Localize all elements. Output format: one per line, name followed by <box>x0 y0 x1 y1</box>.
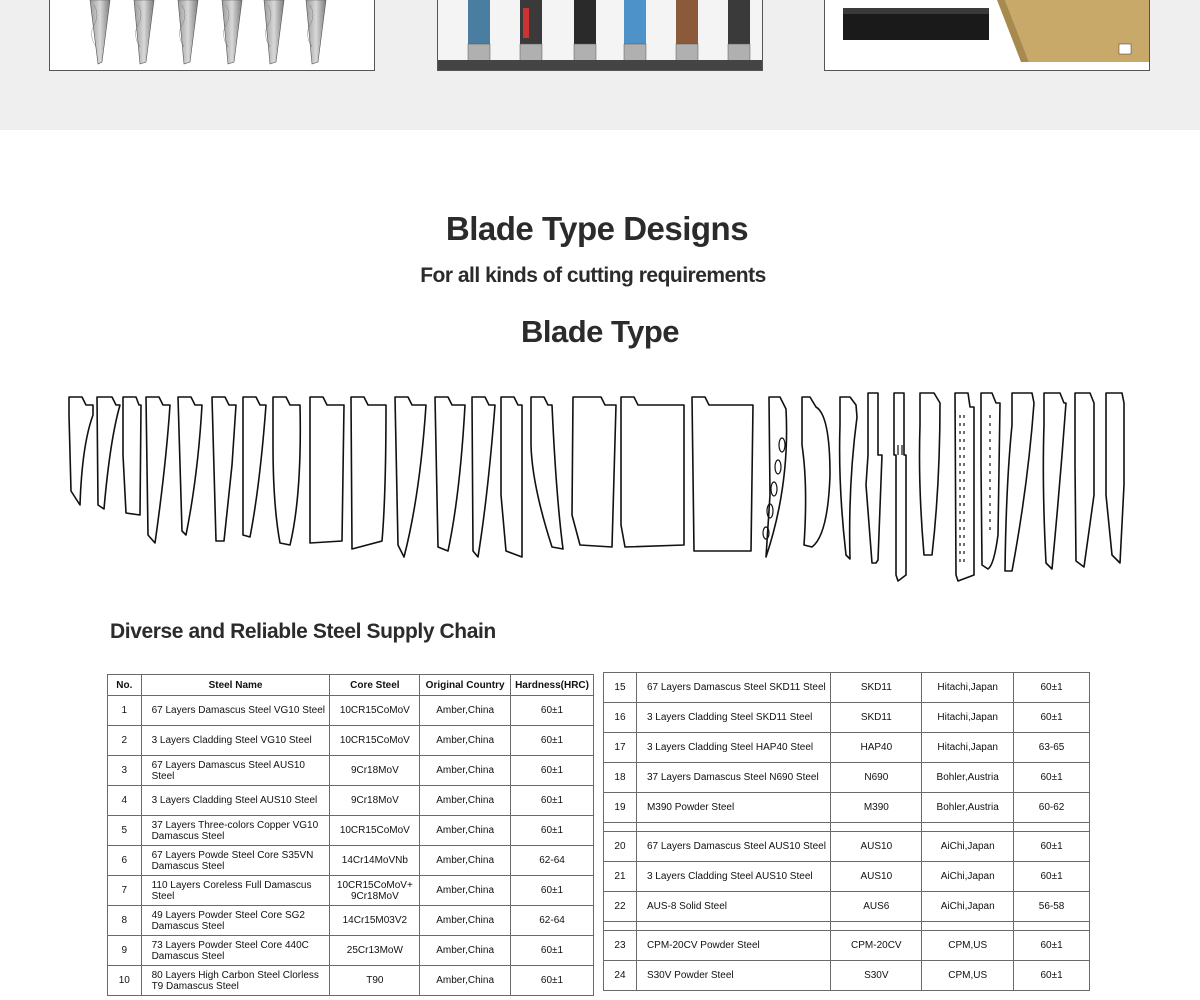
cell-hardness: 60±1 <box>1014 832 1090 862</box>
cell-steel-name: 67 Layers Damascus Steel AUS10 Steel <box>141 756 330 786</box>
cell-core-steel: 10CR15CoMoV <box>330 726 420 756</box>
spacer-cell <box>636 922 830 931</box>
cell-steel-name: 3 Layers Cladding Steel HAP40 Steel <box>636 733 830 763</box>
cell-country: AiChi,Japan <box>922 892 1014 922</box>
cell-no: 18 <box>604 763 637 793</box>
table-row <box>604 763 1090 793</box>
cell-steel-name: 67 Layers Damascus Steel VG10 Steel <box>141 696 330 726</box>
table-row <box>604 892 1090 922</box>
spacer-cell <box>922 922 1014 931</box>
table-row <box>108 876 594 906</box>
cell-steel-name: 37 Layers Damascus Steel N690 Steel <box>636 763 830 793</box>
header-original-country: Original Country <box>420 675 511 696</box>
cell-core-steel: CPM-20CV <box>831 931 922 961</box>
spacer-cell <box>831 922 922 931</box>
spacer-cell <box>831 823 922 832</box>
cell-steel-name: 3 Layers Cladding Steel AUS10 Steel <box>636 862 830 892</box>
cell-hardness: 60±1 <box>511 726 594 756</box>
table-row <box>108 816 594 846</box>
spacer-cell <box>604 823 637 832</box>
cell-no: 16 <box>604 703 637 733</box>
table-row <box>604 673 1090 703</box>
cell-no: 17 <box>604 733 637 763</box>
table-row <box>604 703 1090 733</box>
cell-steel-name: 67 Layers Powde Steel Core S35VN Damascus Steel <box>141 846 330 876</box>
cell-core-steel: 10CR15CoMoV <box>330 696 420 726</box>
cell-country: Hitachi,Japan <box>922 673 1014 703</box>
table-spacer-row <box>604 922 1090 931</box>
cell-hardness: 60±1 <box>1014 931 1090 961</box>
cell-hardness: 60-62 <box>1014 793 1090 823</box>
cell-steel-name: 3 Layers Cladding Steel AUS10 Steel <box>141 786 330 816</box>
cell-steel-name: 3 Layers Cladding Steel VG10 Steel <box>141 726 330 756</box>
cell-hardness: 62-64 <box>511 846 594 876</box>
cell-no: 7 <box>108 876 142 906</box>
cell-country: Amber,China <box>420 936 511 966</box>
cell-core-steel: 10CR15CoMoV+ 9Cr18MoV <box>330 876 420 906</box>
cell-hardness: 60±1 <box>1014 862 1090 892</box>
cell-core-steel: M390 <box>831 793 922 823</box>
cell-steel-name: AUS-8 Solid Steel <box>636 892 830 922</box>
table-row <box>108 966 594 996</box>
spacer-cell <box>1014 922 1090 931</box>
cell-no: 1 <box>108 696 142 726</box>
header-no: No. <box>108 675 142 696</box>
cell-no: 9 <box>108 936 142 966</box>
table-spacer-row <box>604 823 1090 832</box>
table-row <box>604 931 1090 961</box>
cell-core-steel: SKD11 <box>831 703 922 733</box>
cell-steel-name: 110 Layers Coreless Full Damascus Steel <box>141 876 330 906</box>
cell-country: Bohler,Austria <box>922 793 1014 823</box>
header-steel-name: Steel Name <box>141 675 330 696</box>
table-row <box>604 862 1090 892</box>
cell-steel-name: 73 Layers Powder Steel Core 440C Damascus Steel <box>141 936 330 966</box>
cell-no: 4 <box>108 786 142 816</box>
cell-no: 10 <box>108 966 142 996</box>
table-row <box>108 906 594 936</box>
cell-no: 20 <box>604 832 637 862</box>
section-subtitle: For all kinds of cutting requirements <box>420 264 766 287</box>
table-row <box>108 786 594 816</box>
packaging-box-image[interactable] <box>824 0 1150 71</box>
cell-country: AiChi,Japan <box>922 832 1014 862</box>
cell-no: 24 <box>604 961 637 991</box>
cell-country: Amber,China <box>420 696 511 726</box>
cell-steel-name: 67 Layers Damascus Steel AUS10 Steel <box>636 832 830 862</box>
cell-country: Bohler,Austria <box>922 763 1014 793</box>
header-hardness: Hardness(HRC) <box>511 675 594 696</box>
cell-core-steel: 9Cr18MoV <box>330 786 420 816</box>
cell-core-steel: 14Cr15M03V2 <box>330 906 420 936</box>
cell-no: 15 <box>604 673 637 703</box>
table-row <box>604 961 1090 991</box>
cell-country: Amber,China <box>420 906 511 936</box>
cell-hardness: 60±1 <box>1014 673 1090 703</box>
cell-hardness: 56-58 <box>1014 892 1090 922</box>
cell-hardness: 60±1 <box>511 816 594 846</box>
cell-steel-name: 67 Layers Damascus Steel SKD11 Steel <box>636 673 830 703</box>
table-row <box>108 726 594 756</box>
section-title: Blade Type Designs <box>445 210 749 247</box>
cell-core-steel: 10CR15CoMoV <box>330 816 420 846</box>
damascus-blades-image[interactable] <box>49 0 375 71</box>
cell-steel-name: M390 Powder Steel <box>636 793 830 823</box>
table-row <box>108 696 594 726</box>
cell-steel-name: 37 Layers Three-colors Copper VG10 Damascus Steel <box>141 816 330 846</box>
cell-core-steel: 25Cr13MoW <box>330 936 420 966</box>
steel-table-left <box>107 674 594 996</box>
cell-country: AiChi,Japan <box>922 862 1014 892</box>
cell-core-steel: N690 <box>831 763 922 793</box>
knife-handles-image[interactable] <box>437 0 763 71</box>
cell-country: Amber,China <box>420 846 511 876</box>
cell-no: 22 <box>604 892 637 922</box>
cell-core-steel: AUS6 <box>831 892 922 922</box>
cell-country: Amber,China <box>420 816 511 846</box>
cell-country: Amber,China <box>420 756 511 786</box>
cell-steel-name: S30V Powder Steel <box>636 961 830 991</box>
cell-core-steel: SKD11 <box>831 673 922 703</box>
table-row <box>604 832 1090 862</box>
cell-no: 8 <box>108 906 142 936</box>
table-row <box>108 756 594 786</box>
cell-country: Amber,China <box>420 966 511 996</box>
table-row <box>108 936 594 966</box>
spacer-cell <box>922 823 1014 832</box>
cell-no: 19 <box>604 793 637 823</box>
supply-chain-title: Diverse and Reliable Steel Supply Chain <box>110 620 496 643</box>
cell-country: Amber,China <box>420 726 511 756</box>
cell-no: 21 <box>604 862 637 892</box>
cell-no: 5 <box>108 816 142 846</box>
blade-type-heading: Blade Type <box>520 314 680 349</box>
cell-steel-name: CPM-20CV Powder Steel <box>636 931 830 961</box>
cell-hardness: 60±1 <box>1014 763 1090 793</box>
cell-hardness: 60±1 <box>511 696 594 726</box>
cell-core-steel: T90 <box>330 966 420 996</box>
cell-country: Hitachi,Japan <box>922 733 1014 763</box>
cell-no: 3 <box>108 756 142 786</box>
table-row <box>108 846 594 876</box>
blade-type-outline-diagram <box>60 385 1140 590</box>
cell-core-steel: S30V <box>831 961 922 991</box>
steel-table-right <box>603 672 1090 991</box>
cell-steel-name: 49 Layers Powder Steel Core SG2 Damascus Steel <box>141 906 330 936</box>
cell-core-steel: 9Cr18MoV <box>330 756 420 786</box>
cell-core-steel: 14Cr14MoVNb <box>330 846 420 876</box>
cell-hardness: 60±1 <box>1014 703 1090 733</box>
cell-country: CPM,US <box>922 961 1014 991</box>
blade-outlines <box>69 393 1124 581</box>
cell-country: Hitachi,Japan <box>922 703 1014 733</box>
cell-no: 6 <box>108 846 142 876</box>
cell-steel-name: 3 Layers Cladding Steel SKD11 Steel <box>636 703 830 733</box>
cell-core-steel: AUS10 <box>831 862 922 892</box>
header-core-steel: Core Steel <box>330 675 420 696</box>
cell-hardness: 60±1 <box>511 876 594 906</box>
cell-country: Amber,China <box>420 786 511 816</box>
cell-hardness: 60±1 <box>511 756 594 786</box>
cell-core-steel: AUS10 <box>831 832 922 862</box>
cell-hardness: 60±1 <box>1014 961 1090 991</box>
cell-hardness: 63-65 <box>1014 733 1090 763</box>
cell-country: Amber,China <box>420 876 511 906</box>
spacer-cell <box>604 922 637 931</box>
cell-hardness: 60±1 <box>511 936 594 966</box>
cell-core-steel: HAP40 <box>831 733 922 763</box>
top-gallery-band <box>0 0 1200 130</box>
table-row <box>604 733 1090 763</box>
cell-no: 23 <box>604 931 637 961</box>
cell-no: 2 <box>108 726 142 756</box>
cell-hardness: 60±1 <box>511 966 594 996</box>
spacer-cell <box>1014 823 1090 832</box>
cell-hardness: 62-64 <box>511 906 594 936</box>
cell-country: CPM,US <box>922 931 1014 961</box>
table-row <box>604 793 1090 823</box>
cell-hardness: 60±1 <box>511 786 594 816</box>
cell-steel-name: 80 Layers High Carbon Steel Clorless T9 Damascus Steel <box>141 966 330 996</box>
table-header-row <box>108 675 594 696</box>
spacer-cell <box>636 823 830 832</box>
